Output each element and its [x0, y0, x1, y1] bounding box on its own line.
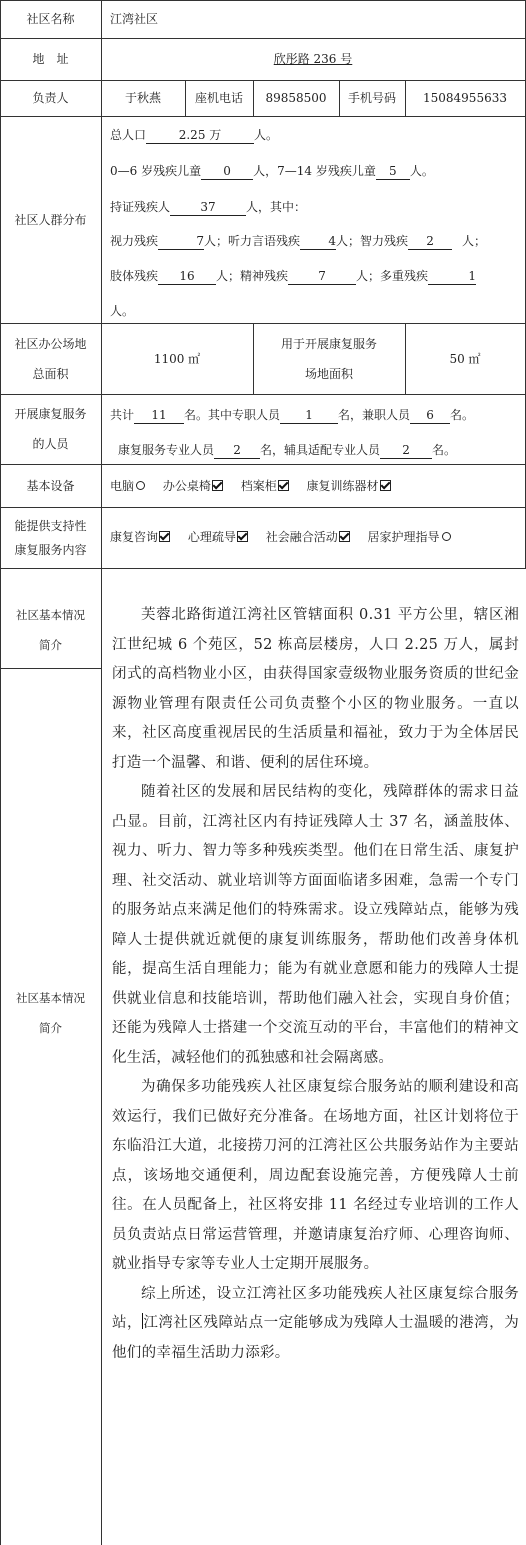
service-consulting: 康复咨询	[110, 530, 170, 544]
intro-label-middle: 社区基本情况 简介	[16, 991, 85, 1035]
services-list	[110, 527, 451, 547]
equipment-computer: 电脑	[110, 479, 145, 493]
service-social: 社会融合活动	[266, 530, 350, 544]
office-area-label: 社区办公场地 总面积	[14, 336, 87, 381]
intro-paragraph: 为确保多功能残疾人社区康复综合服务站的顺利建设和高效运行，我们已做好充分准备。在场地方面，社区计划将位于东临沿江大道，北接捞刀河的江湾社区公共服务站作为主要站点，该场地交通便利，周边配套设施完善，方便残障人士前往。在人员配备上，社区将安排 11 名经过专业培训的工作人员负责站点日常运营管理，并邀请康复治疗师、心理咨询师、就业指导专家等专业人士定期开展服务。	[112, 1079, 519, 1272]
staff-label: 开展康复服务 的人员	[14, 407, 87, 451]
address-label: 地 址	[32, 52, 69, 66]
rehab-area-label: 用于开展康复服务 场地面积	[280, 336, 377, 381]
equipment-rehab-gear: 康复训练器材	[307, 479, 391, 493]
intro-paragraph-closing: 综上所述，设立江湾社区多功能残疾人社区康复综合服务站，江湾社区残障站点一定能够成为残障人士温暖的港湾，为他们的幸福生活助力添彩。	[112, 1285, 519, 1361]
checkbox-checked-icon[interactable]	[278, 480, 289, 491]
intro-paragraph: 随着社区的发展和居民结构的变化，残障群体的需求日益凸显。目前，江湾社区内有持证残障人士 37 名，涵盖肢体、视力、听力、智力等多种残疾类型。他们在日常生活、康复护理、社交活动、就业培训等方面面临诸多困难，急需一个专门的服务站点来满足他们的特殊需求。设立残障站点，能够为残障人士提供就近就便的康复训练服务，帮助他们改善身体机能，提高生活自理能力；能为有就业意愿和能力的残障人士提供就业信息和技能培训，帮助他们融入社会，实现自身价值；还能为残障人士搭建一个交流互动的平台，丰富他们的精神文化生活，减轻他们的孤独感和社会隔离感。	[112, 784, 519, 1066]
population-types-line-3: 人。	[110, 304, 135, 318]
contact-label: 负责人	[32, 91, 69, 105]
landline-label: 座机电话	[194, 91, 243, 105]
mobile-label: 手机号码	[347, 91, 396, 105]
contact-name: 于秋燕	[124, 91, 161, 105]
checkbox-checked-icon[interactable]	[212, 480, 223, 491]
landline-value: 89858500	[265, 91, 327, 105]
population-total-line: 总人口 2.25 万 人。	[110, 128, 279, 142]
checkbox-checked-icon[interactable]	[380, 480, 391, 491]
unchecked-circle-icon[interactable]	[136, 481, 145, 490]
services-label: 能提供支持性 康复服务内容	[14, 518, 87, 557]
community-name-label: 社区名称	[26, 12, 75, 26]
intro-label-top: 社区基本情况 简介	[16, 608, 85, 652]
checkbox-checked-icon[interactable]	[237, 531, 248, 542]
column-divider	[101, 0, 102, 1545]
mobile-value: 15084955633	[423, 91, 507, 105]
intro-text	[112, 601, 519, 1368]
service-counseling: 心理疏导	[188, 530, 248, 544]
population-label: 社区人群分布	[14, 212, 87, 227]
population-certified-line: 持证残疾人 37 人，其中：	[110, 200, 307, 214]
unchecked-circle-icon[interactable]	[442, 532, 451, 541]
population-children-line: 0—6 岁残疾儿童 0 人，7—14 岁残疾儿童 5 人。	[110, 164, 434, 178]
equipment-cabinet: 档案柜	[241, 479, 289, 493]
rehab-area-value: 50 ㎡	[449, 351, 481, 366]
population-types-line-2: 肢体残疾 16 人；精神残疾 7 人；多重残疾 1	[110, 269, 477, 283]
equipment-label: 基本设备	[26, 478, 75, 493]
address-value: 欣彤路 236 号	[273, 52, 353, 66]
row-divider	[0, 668, 101, 669]
equipment-list	[110, 476, 391, 496]
intro-paragraph: 芙蓉北路街道江湾社区管辖面积 0.31 平方公里，辖区湘江世纪城 6 个苑区，52 栋高层楼房，人口 2.25 万人，属封闭式的高档物业小区，由获得国家壹级物业服务资质的世纪金源物业管理有限责任公司负责整个小区的物业服务。一直以来，社区高度重视居民的生活质量和福祉，致力于为全体居民打造一个温馨、和谐、便利的居住环境。	[112, 607, 519, 771]
checkbox-checked-icon[interactable]	[159, 531, 170, 542]
equipment-desk: 办公桌椅	[163, 479, 223, 493]
service-home-care: 居家护理指导	[368, 530, 451, 544]
community-name-value: 江湾社区	[110, 12, 159, 26]
checkbox-checked-icon[interactable]	[339, 531, 350, 542]
staff-counts-line-2: 康复服务专业人员 2 名，辅具适配专业人员 2 名。	[118, 443, 457, 457]
office-area-value: 1100 ㎡	[153, 351, 201, 366]
staff-counts-line-1: 共计 11 名。其中专职人员 1 名，兼职人员 6 名。	[110, 408, 475, 422]
population-types-line-1: 视力残疾 7人；听力言语残疾 4人；智力残疾 2 人；	[110, 234, 487, 248]
row-divider	[0, 568, 526, 569]
